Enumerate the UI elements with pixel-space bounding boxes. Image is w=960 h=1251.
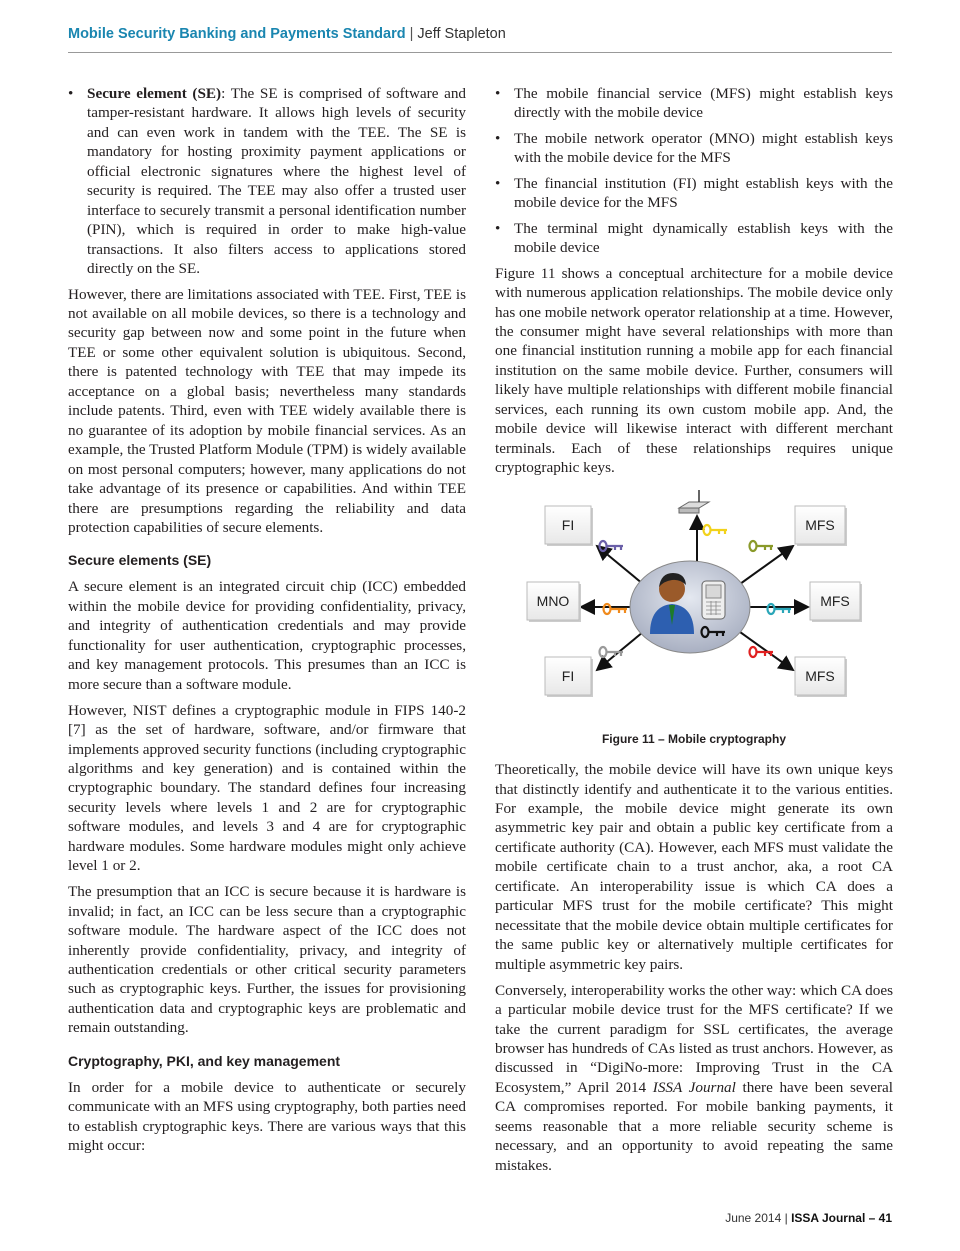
header-author: Jeff Stapleton [417,26,506,42]
paragraph-text: Conversely, interoperability works the other way: which CA does a particular mobile device trust for the MFS certificate? If we take the current paradigm for SSL certificates, the average browser has hundreds of CAs listed as trust anchors. However, as discussed in “DigiNo-more: Improving Trust in the CA Ecosystem,” April 2014 [495,981,893,1096]
section-heading: Cryptography, PKI, and key management [68,1052,341,1069]
entity-box-mfs [810,582,862,622]
paragraph: However, NIST defines a cryptographic module in FIPS 140-2 [7] as the set of hardware, software, and/or firmware that implements approved security functions (including cryptographic algorithms and key generation) and is contained within the cryptographic boundary. The standard defines four increasing security levels where levels 1 and 2 are for cryptographic software modules, and levels 3 and 4 are for cryptographic hardware modules. Some hardware modules might only achieve level 1 or 2. [68,701,466,875]
running-header [68,26,892,53]
section-heading: Secure elements (SE) [68,552,212,569]
key-icon [768,604,792,614]
mobile-cryptography-diagram [495,484,893,729]
paragraph: Theoretically, the mobile device will have its own unique keys that distinctly identify and authenticate it to the various entities. For example, the mobile device might generate its own asymmetric key pair and obtain a public key certificate from a certificate authority (CA). However, each MFS must validate the mobile certificate chain to a trust anchor, aka, a root CA certificate. An interoperability issue is which CA does a particular MFS trust for the mobile certificate? This might necessitate that the mobile device obtain multiple certificates for the same public key or alternatively multiple certificates for multiple asymmetric key pairs. [495,761,893,973]
key-icon [750,647,774,657]
figure-11 [495,484,893,754]
header-title: Mobile Security Banking and Payments Standard [68,26,406,42]
key-icon [704,525,728,535]
paragraph [495,981,893,1176]
entity-box-mfs [795,506,847,546]
terminal-icon [679,490,709,513]
relationship-arrow [740,546,793,584]
paragraph: A secure element is an integrated circuit chip (ICC) embedded within the mobile device for providing confidentiality, privacy, and integrity of authentication credentials and may provide functionality for user authentication, cryptographic processes, and key management protocols. This presumes than an ICC is more secure than a software module. [68,578,466,693]
list-item: • The financial institution (FI) might establish keys with the mobile device for the MFS [514,174,893,213]
page-footer [725,1211,892,1225]
key-icon [604,604,628,614]
bullet-term: Secure element (SE) [87,85,222,102]
entity-label: MFS [820,593,850,610]
key-icon [600,541,624,551]
list-item: • The mobile financial service (MFS) might establish keys directly with the mobile device [514,84,893,123]
entity-label: MNO [536,593,570,610]
footer-journal-page: ISSA Journal – 41 [791,1211,892,1225]
paragraph: Figure 11 shows a conceptual architecture for a mobile device with numerous application relationships. The mobile device only has one mobile network operator relationship at a time. However, the consumer might have several relationships with more than one financial institution running a mobile app for each financial institution on the same mobile device. Further, consumers will likely have multiple relationships with different mobile financial services, each running its own custom mobile app. And, the mobile device will likewise interact with different merchant terminals. Each of these relationships requires unique cryptographic keys. [495,264,893,477]
list-item: • The mobile network operator (MNO) might establish keys with the mobile device for the MFS [514,129,893,168]
left-column [68,84,466,1162]
bullet-text: : The SE is comprised of software and tamper-resistant hardware. It allows high levels of security and can even work in tandem with the TEE. The SE is mandatory for hosting proximity payment applications or official electronic signatures where the highest level of security is required. The TEE may also offer a trusted user interface to securely transmit a personal identification number (PIN), which is required in order to make high-value transactions. It also filters access to applications stored directly on the SE. [87,85,467,278]
footer-date: June 2014 [725,1211,782,1225]
entity-label: FI [561,668,575,685]
footer-separator: | [784,1211,788,1225]
paragraph: However, there are limitations associated with TEE. First, TEE is not available on all mobile devices, so there is a technology and security gap between now and some point in the future when TEE or some other equivalent solution is ubiquitous. Second, there is patented technology with TEE that may impede its acceptance on a global basis; nevertheless many standards include patents. Third, even with TEE widely available there is no guarantee of its adoption by mobile financial services. As an example, the Trusted Platform Module (TPM) is widely available on most personal computers; however, many applications do not take advantage of its presence or capabilities. And within TEE there are presumptions regarding the reliability and data protection capabilities of secure elements. [68,285,466,536]
mobile-phone-icon [702,581,725,619]
entity-label: MFS [805,668,835,685]
paragraph: The presumption that an ICC is secure because it is hardware is invalid; in fact, an ICC can be less secure than a cryptographic software module. The hardware aspect of the ICC does not inherently provide confidentiality, privacy, and integrity of authentication credentials or other critical security parameters such as cryptographic keys. Further, the issues for provisioning authentication data and cryptographic keys are problematic and remain outstanding. [68,883,466,1037]
key-icon [750,541,774,551]
entity-box-fi [545,657,593,697]
entity-box-fi [545,506,593,546]
entity-box-mno [527,582,581,622]
key-establishment-list [495,84,893,258]
entity-label: MFS [805,517,835,534]
right-column [495,84,893,1182]
paragraph-text: there have been several CA compromises reported. For mobile banking payments, it seems reasonable that a more reliable security scheme is necessary, and an opportunity to avoid repeating the same mistakes. [495,1078,894,1174]
key-icon [600,647,624,657]
paragraph: In order for a mobile device to authenticate or securely communicate with an MFS using cryptography, both parties need to establish cryptographic keys. There are various ways that this might occur: [68,1078,466,1155]
list-item [87,84,466,279]
header-separator: | [409,26,414,42]
se-bullet-list [68,84,466,279]
mobile-device-ellipse [630,561,750,653]
entity-box-mfs [795,657,847,697]
journal-title: ISSA Journal [652,1078,736,1096]
entity-label: FI [561,517,575,534]
list-item: • The terminal might dynamically establish keys with the mobile device [514,219,893,258]
figure-caption: Figure 11 – Mobile cryptography [601,732,787,747]
